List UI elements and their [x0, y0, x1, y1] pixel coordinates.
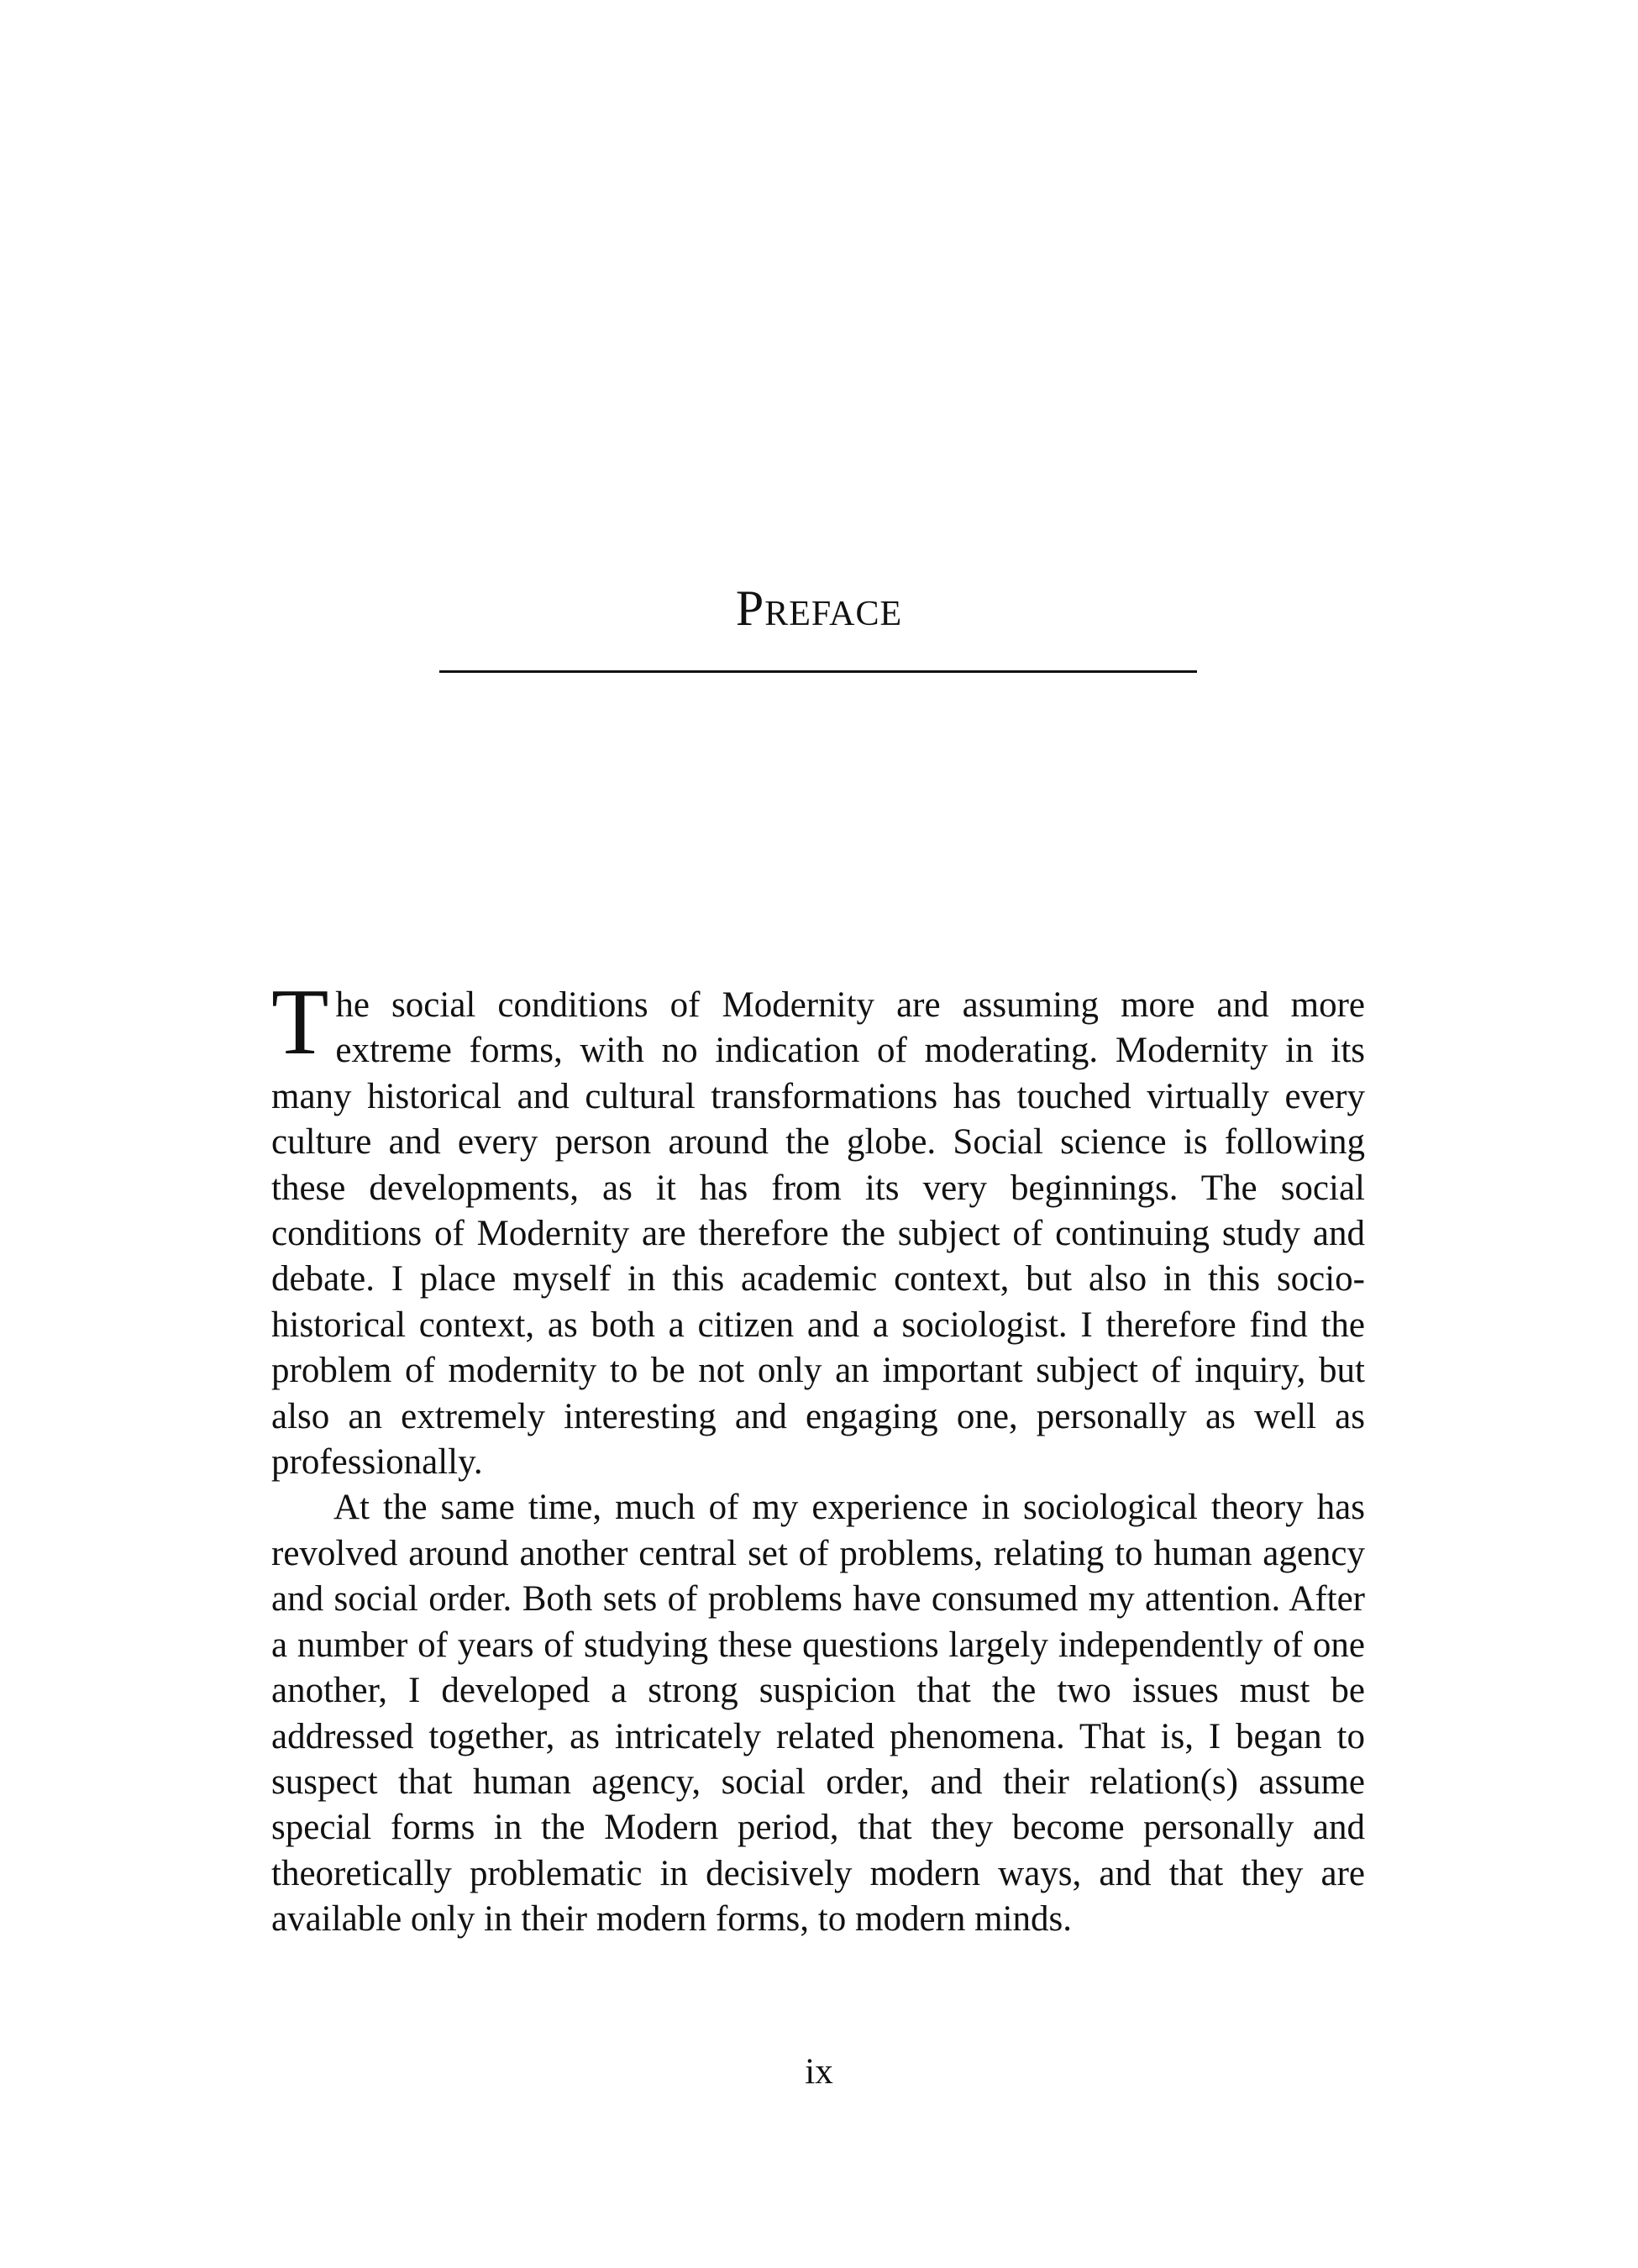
paragraph-2: At the same time, much of my experience in sociological theory has revolved around another central set of problems, relating to human agency and social order. Both sets of problems have consumed my attention. After a number of years of studying these questions largely independently of one another, I developed a strong suspicion that the two issues must be addressed together, as intricately related phenomena. That is, I began to suspect that human agency, social order, and their relation(s) assume special forms in the Modern period, that they become personally and theoretically problematic in decisively modern ways, and that they are available only in their modern forms, to modern minds.: [271, 1488, 1365, 1940]
title-rule: [439, 670, 1197, 673]
paragraph-1: [271, 970, 1365, 1485]
paragraph-1-text: he social conditions of Modernity are assuming more and more extreme forms, with no indication of moderating. Modernity in its many historical and cultural transformations has touched virtually every culture and every person around the globe. Social science is following these developments, as it has from its very beginnings. The social conditions of Modernity are therefore the subject of continuing study and debate. I place myself in this academic context, but also in this socio-historical context, as both a citizen and a sociologist. I therefore find the problem of modernity to be not only an important subject of inquiry, but also an extremely interesting and engaging one, personally as well as professionally.: [271, 985, 1365, 1483]
drop-cap: T: [271, 970, 329, 1074]
page-title: Preface: [735, 580, 903, 636]
page-number: ix: [805, 2052, 833, 2092]
body-text: [271, 970, 1365, 1943]
